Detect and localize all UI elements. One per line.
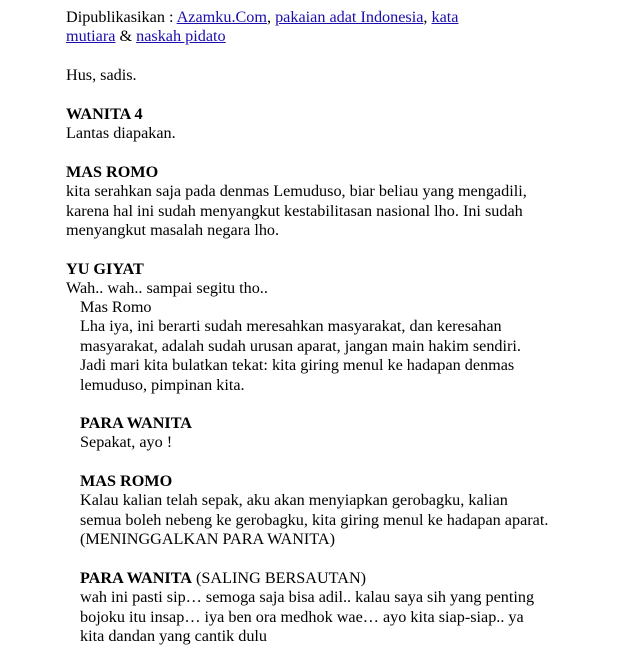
speaker-name: PARA WANITA — [80, 414, 192, 432]
dialogue-line: menyangkut masalah negara lho. — [66, 221, 280, 240]
header-prefix: Dipublikasikan : — [66, 8, 177, 26]
link-kata-mutiara-cont[interactable]: mutiara — [66, 27, 116, 46]
dialogue-mas-romo-3 — [80, 472, 548, 550]
dialogue-line: lemuduso, pimpinan kita. — [80, 375, 245, 394]
dialogue-line: kita serahkan saja pada denmas Lemuduso, biar beliau yang mengadili, — [66, 182, 527, 201]
dialogue-line: (MENINGGALKAN PARA WANITA) — [80, 530, 335, 549]
dialogue-yu-giyat — [66, 260, 268, 299]
dialogue-line: masyarakat, adalah sudah urusan aparat, jangan main hakim sendiri. — [80, 336, 521, 355]
link-pakaian-adat[interactable]: pakaian adat Indonesia — [275, 8, 424, 26]
dialogue-line: semua boleh nebeng ke gerobagku, kita giring menul ke hadapan aparat. — [80, 510, 549, 529]
dialogue-line: kita dandan yang cantik dulu — [80, 627, 268, 646]
dialogue-line: Wah.. wah.. sampai segitu tho.. — [66, 279, 268, 298]
link-azamku[interactable]: Azamku.Com — [176, 8, 267, 26]
dialogue-mas-romo-2 — [80, 298, 521, 395]
dialogue-line: Lha iya, ini berarti sudah meresahkan masyarakat, dan keresahan — [80, 317, 502, 336]
speaker-name: YU GIYAT — [66, 260, 144, 278]
stage-direction: (SALING BERSAUTAN) — [191, 569, 367, 587]
dialogue-line: Lantas diapakan. — [66, 124, 176, 143]
dialogue-line: Mas Romo — [80, 298, 152, 316]
publication-header — [66, 8, 458, 47]
link-naskah-pidato[interactable]: naskah pidato — [136, 27, 226, 46]
header-line-1: Dipublikasikan : Azamku.Com, pakaian adat Indonesia, kata — [66, 8, 459, 26]
dialogue-mas-romo-1 — [66, 163, 527, 241]
speaker-name: PARA WANITA — [80, 569, 192, 587]
line-hus: Hus, sadis. — [66, 66, 137, 84]
link-kata-mutiara[interactable]: kata — [431, 8, 459, 26]
dialogue-line: Sepakat, ayo ! — [80, 433, 173, 452]
header-line-2: mutiara & naskah pidato — [66, 27, 226, 46]
speaker-line — [80, 569, 534, 588]
speaker-name: MAS ROMO — [80, 472, 173, 490]
dialogue-line: wah ini pasti sip… semoga saja bisa adil.. kalau saya sih yang penting — [80, 588, 535, 607]
dialogue-line: Jadi mari kita bulatkan tekat: kita giring menul ke hadapan denmas — [80, 356, 515, 375]
speaker-name: MAS ROMO — [66, 163, 159, 181]
dialogue-para-wanita-2 — [80, 569, 534, 647]
dialogue-line: karena hal ini sudah menyangkut kestabilitasan nasional lho. Ini sudah — [66, 201, 523, 220]
dialogue-line: Kalau kalian telah sepak, aku akan menyiapkan gerobagku, kalian — [80, 491, 508, 510]
dialogue-para-wanita-1 — [80, 414, 192, 453]
speaker-name: WANITA 4 — [66, 105, 143, 123]
dialogue-wanita4 — [66, 105, 176, 144]
dialogue-line: bojoku itu insap… iya ben ora medhok wae… ayo kita siap-siap.. ya — [80, 607, 524, 626]
